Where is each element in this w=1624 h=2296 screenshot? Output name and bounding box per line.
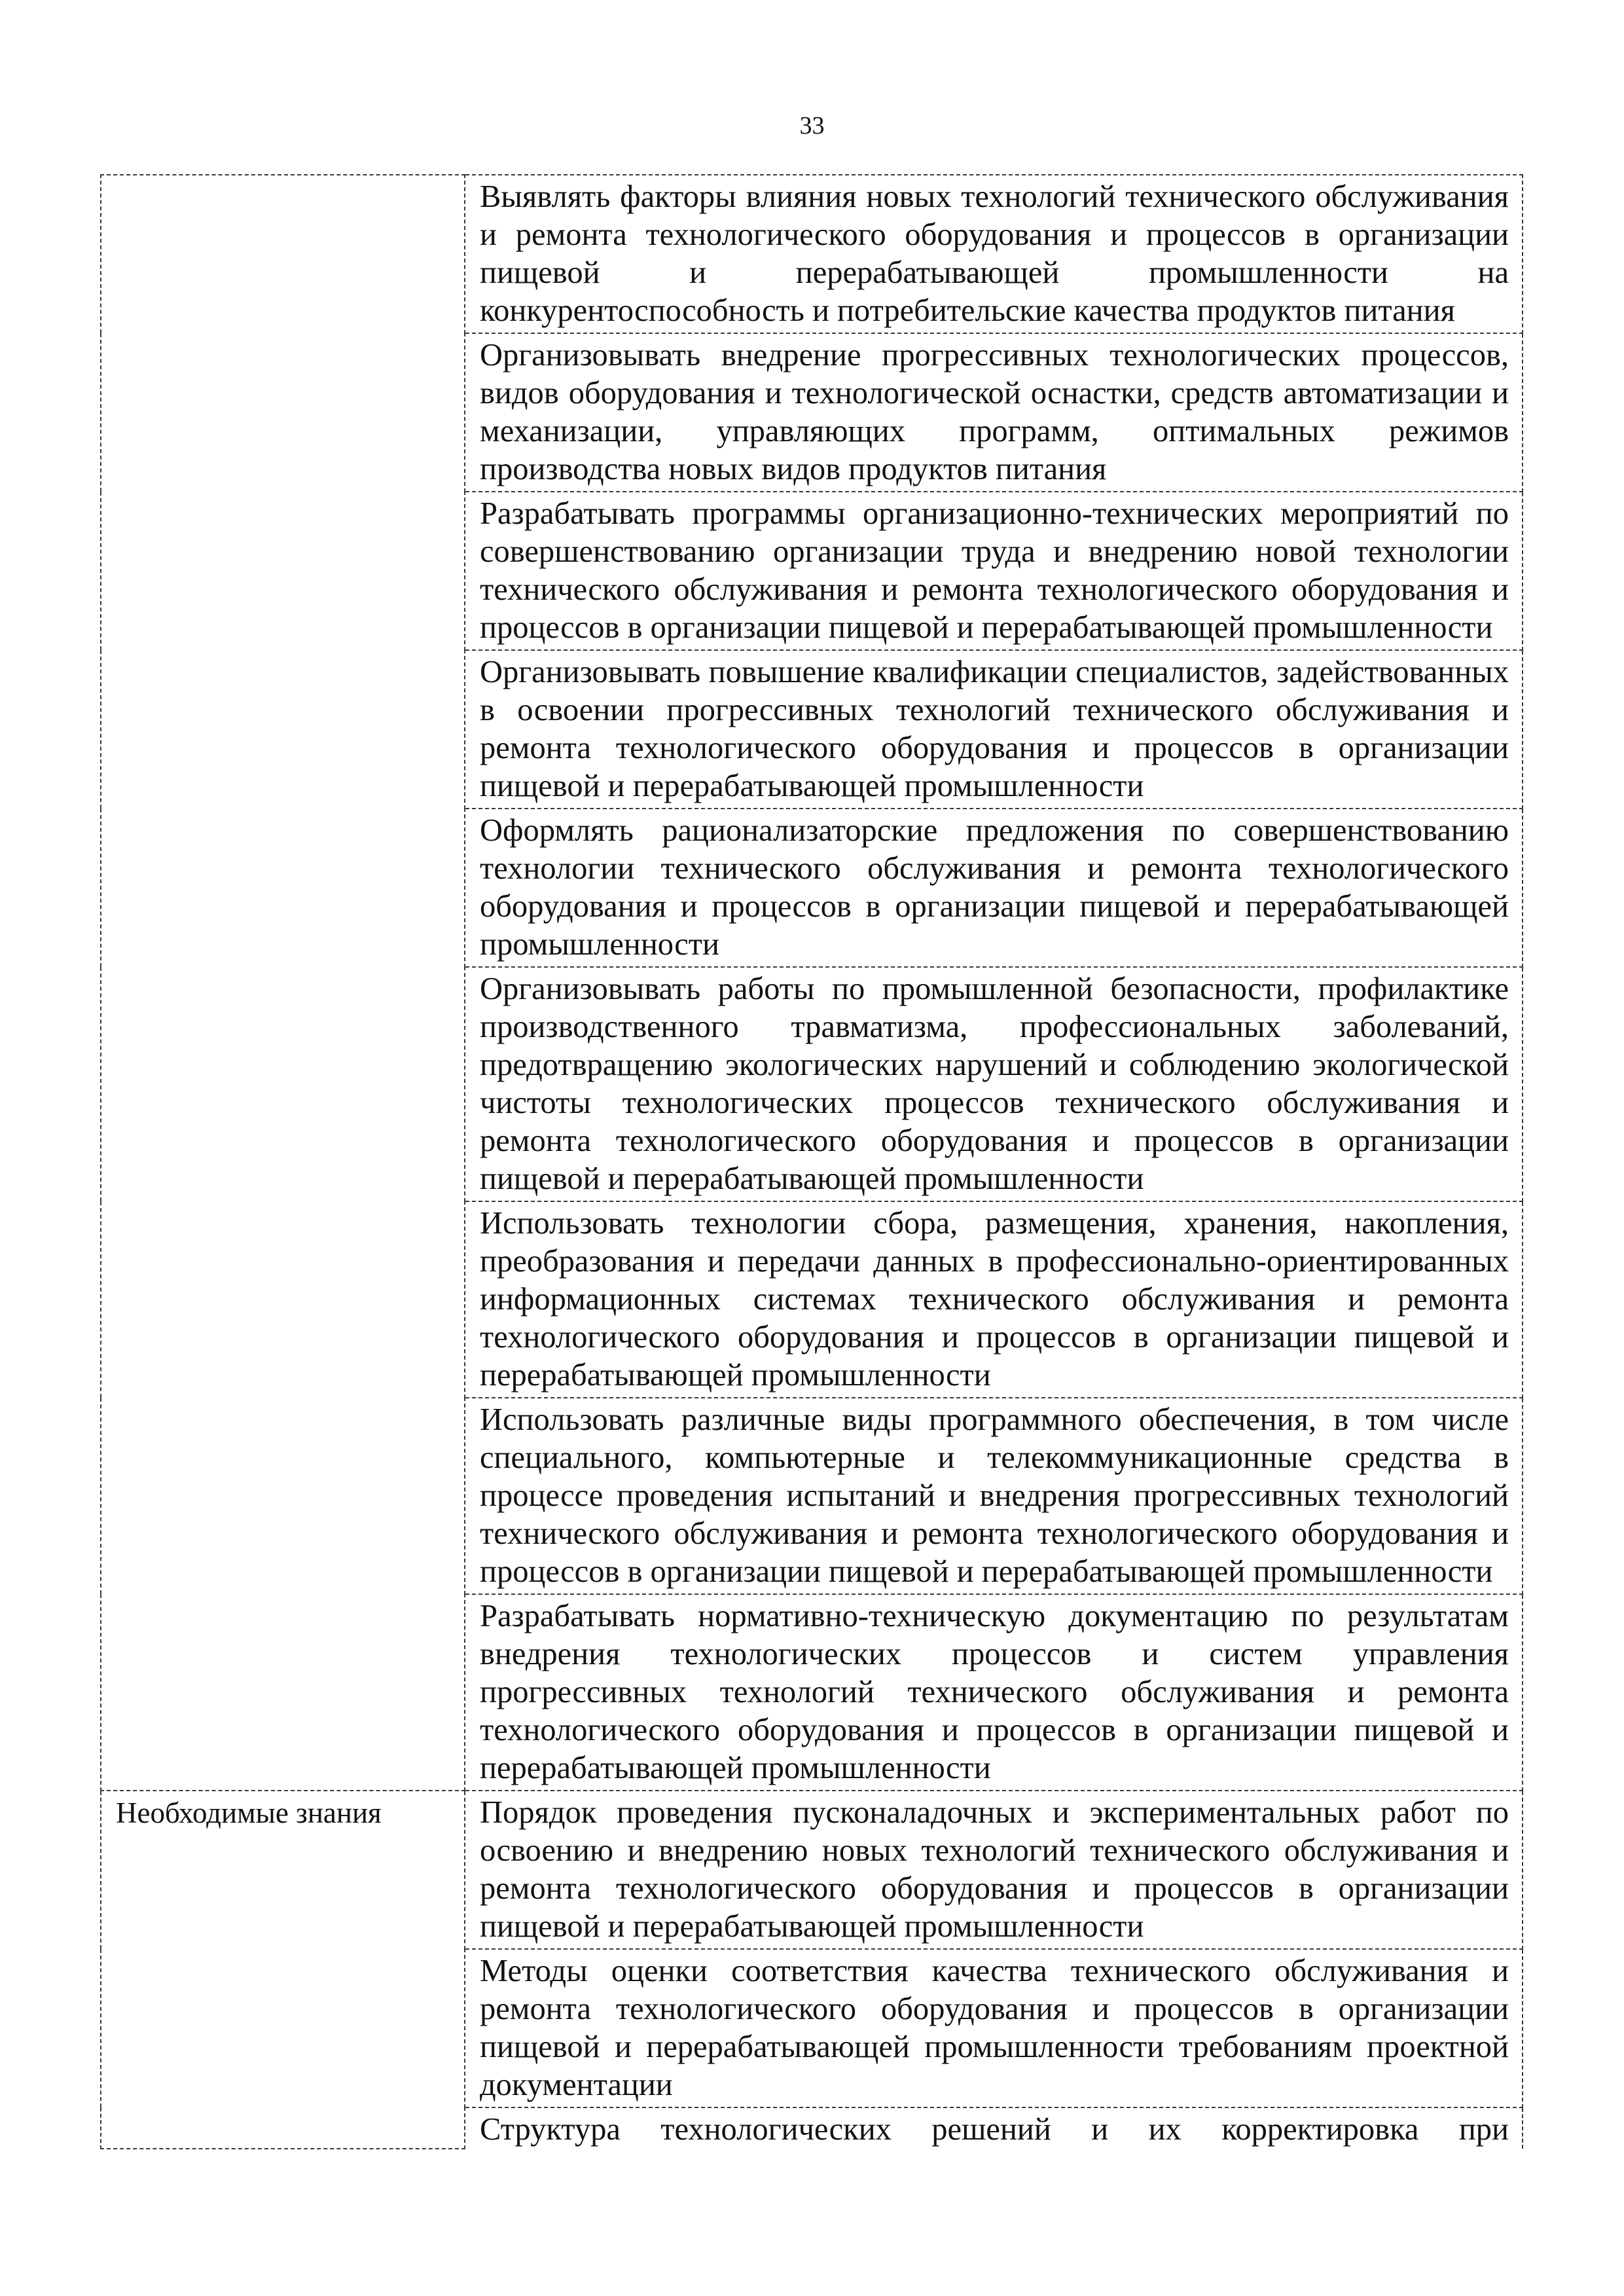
skill-item: Использовать различные виды программного обеспечения, в том числе специального, компьютерные и телекоммуникационные средства в процессе проведения испытаний и внедрения прогрессивных технологий технического обслуживания и ремонта технологического оборудования и процессов в организации пищевой и перерабатывающей промышленности bbox=[465, 1398, 1523, 1594]
skill-item: Оформлять рационализаторские предложения по совершенствованию технологии технического обслуживания и ремонта технологического оборудования и процессов в организации пищевой и перерабатывающей промышленности bbox=[465, 809, 1523, 967]
page-number: 33 bbox=[799, 112, 825, 139]
skills-label-cell bbox=[101, 175, 465, 1791]
skill-item: Организовывать повышение квалификации специалистов, задействованных в освоении прогрессивных технологий технического обслуживания и ремонта технологического оборудования и процессов в организации пищевой и перерабатывающей промышленности bbox=[465, 650, 1523, 809]
skill-item: Выявлять факторы влияния новых технологий технического обслуживания и ремонта технологического оборудования и процессов в организации пищевой и перерабатывающей промышленности на конкурентоспособность и потребительские качества продуктов питания bbox=[465, 175, 1523, 333]
knowledge-label: Необходимые знания bbox=[101, 1791, 465, 2149]
knowledge-item: Методы оценки соответствия качества технического обслуживания и ремонта технологического оборудования и процессов в организации пищевой и перерабатывающей промышленности требованиям проектной документации bbox=[465, 1949, 1523, 2107]
table-row bbox=[101, 175, 1523, 333]
requirements-table bbox=[100, 174, 1523, 2149]
skill-item: Разрабатывать программы организационно-технических мероприятий по совершенствованию организации труда и внедрению новой технологии технического обслуживания и ремонта технологического оборудования и процессов в организации пищевой и перерабатывающей промышленности bbox=[465, 492, 1523, 650]
knowledge-item: Порядок проведения пусконаладочных и экспериментальных работ по освоению и внедрению новых технологий технического обслуживания и ремонта технологического оборудования и процессов в организации пищевой и перерабатывающей промышленности bbox=[465, 1791, 1523, 1949]
table-row bbox=[101, 1791, 1523, 1949]
skill-item: Организовывать работы по промышленной безопасности, профилактике производственного травматизма, профессиональных заболеваний, предотвращению экологических нарушений и соблюдению экологической чистоты технологических процессов технического обслуживания и ремонта технологического оборудования и процессов в организации пищевой и перерабатывающей промышленности bbox=[465, 967, 1523, 1201]
knowledge-item: Структура технологических решений и их корректировка при bbox=[465, 2107, 1523, 2149]
skill-item: Разрабатывать нормативно-техническую документацию по результатам внедрения технологических процессов и систем управления прогрессивных технологий технического обслуживания и ремонта технологического оборудования и процессов в организации пищевой и перерабатывающей промышленности bbox=[465, 1594, 1523, 1791]
skill-item: Организовывать внедрение прогрессивных технологических процессов, видов оборудования и технологической оснастки, средств автоматизации и механизации, управляющих программ, оптимальных режимов производства новых видов продуктов питания bbox=[465, 333, 1523, 492]
skill-item: Использовать технологии сбора, размещения, хранения, накопления, преобразования и передачи данных в профессионально-ориентированных информационных системах технического обслуживания и ремонта технологического оборудования и процессов в организации пищевой и перерабатывающей промышленности bbox=[465, 1201, 1523, 1398]
